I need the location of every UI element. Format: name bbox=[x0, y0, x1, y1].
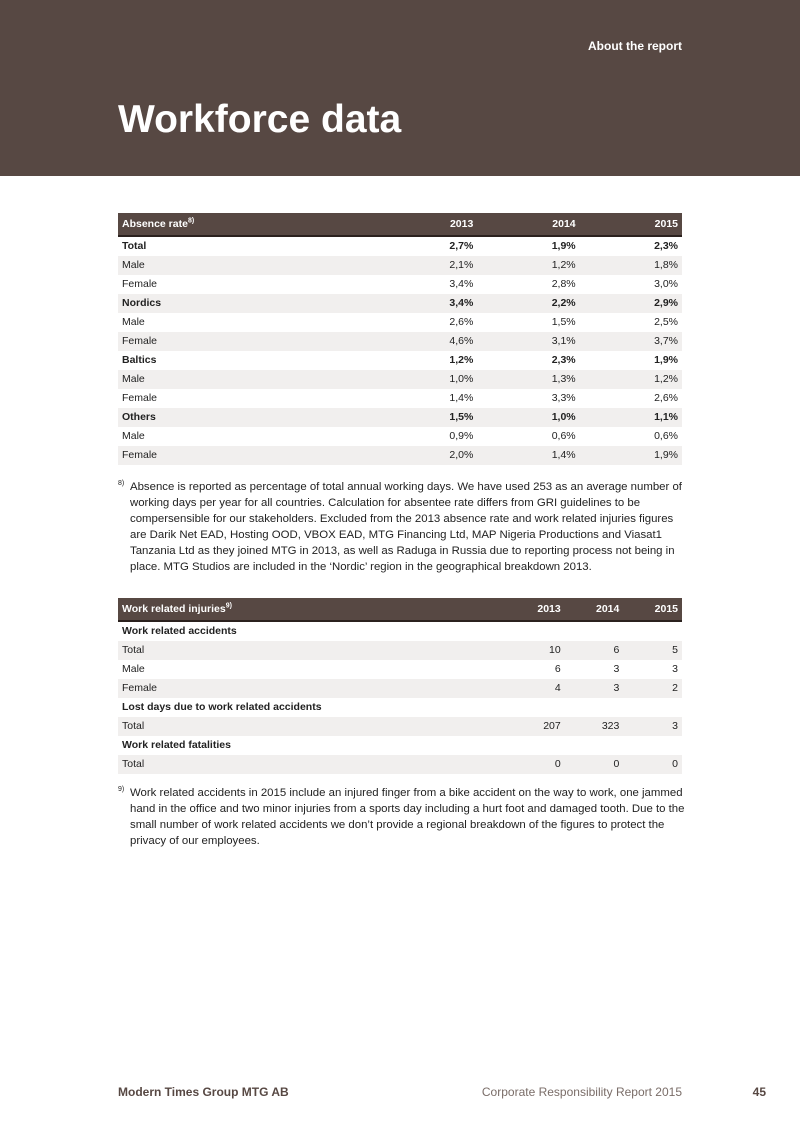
table-cell: 1,0% bbox=[375, 370, 477, 389]
row-label: Female bbox=[118, 679, 506, 698]
table-cell: 1,1% bbox=[580, 408, 682, 427]
table-cell: 2,1% bbox=[375, 256, 477, 275]
row-label: Female bbox=[122, 392, 158, 404]
row-label: Total bbox=[118, 717, 506, 736]
table-row bbox=[118, 736, 682, 755]
footnote-text: Absence is reported as percentage of total annual working days. We have used 253 as an average number of working days per year for all countries. Calculation for absentee rate differs from GRI guidelines to be compersensible for our stakeholders. Excluded from the 2013 absence rate and work related injuries figures are Darik Net EAD, Hosting OOD, VBOX EAD, MTG Financing Ltd, MAP Nigeria Productions and Viasat1 Tanzania Ltd as they joined MTG in 2013, as well as Raduga in Russia due to reporting process not being in place. MTG Studios are included in the ‘Nordic’ region in the geographical breakdown 2013. bbox=[130, 481, 682, 573]
row-label: Others bbox=[118, 408, 375, 427]
table-cell: 1,5% bbox=[375, 408, 477, 427]
row-label: Male bbox=[118, 256, 375, 275]
table-row bbox=[118, 621, 682, 641]
table-header-row bbox=[118, 213, 682, 236]
table-cell: 1,4% bbox=[477, 446, 579, 465]
table-cell: 1,5% bbox=[551, 316, 576, 328]
table-cell: 1,3% bbox=[477, 370, 579, 389]
footnote-marker: 8) bbox=[118, 480, 125, 487]
table-cell bbox=[506, 736, 565, 755]
table-row bbox=[118, 351, 682, 370]
year-header: 2015 bbox=[580, 213, 682, 236]
row-label: Work related fatalities bbox=[122, 739, 231, 751]
footnote-marker: 9) bbox=[118, 786, 125, 793]
table-cell: 2,0% bbox=[375, 446, 477, 465]
table-cell: 0 bbox=[506, 755, 565, 774]
table-cell: 3,0% bbox=[654, 278, 678, 290]
table-cell: 3 bbox=[565, 679, 624, 698]
year-header: 2014 bbox=[477, 213, 579, 236]
table-cell: 1,2% bbox=[477, 256, 579, 275]
table-cell: 10 bbox=[506, 641, 565, 660]
table-cell: 6 bbox=[554, 663, 561, 675]
table-row bbox=[118, 698, 682, 717]
table-cell bbox=[565, 736, 624, 755]
table-cell: 1,9% bbox=[551, 240, 576, 252]
table-cell: 1,2% bbox=[449, 354, 474, 366]
table-row bbox=[118, 236, 682, 256]
table-cell: 2,5% bbox=[654, 316, 678, 328]
row-label: Lost days due to work related accidents bbox=[122, 701, 322, 713]
table-cell: 2 bbox=[623, 679, 682, 698]
section-label: About the report bbox=[588, 39, 682, 53]
table-cell: 207 bbox=[506, 717, 565, 736]
table-row bbox=[118, 370, 682, 389]
absence-rate-table bbox=[118, 213, 682, 465]
row-label: Total bbox=[118, 641, 506, 660]
year-header: 2013 bbox=[375, 213, 477, 236]
table-cell: 2,3% bbox=[654, 240, 678, 252]
footnote-absence bbox=[118, 479, 686, 575]
table-cell: 0 bbox=[565, 755, 624, 774]
table-cell bbox=[565, 698, 624, 717]
table-row bbox=[118, 446, 682, 465]
table-cell: 2,3% bbox=[551, 354, 576, 366]
table-cell bbox=[623, 736, 682, 755]
table-cell: 4 bbox=[506, 679, 565, 698]
table-row bbox=[118, 275, 682, 294]
row-label: Male bbox=[122, 316, 145, 328]
row-label: Female bbox=[122, 278, 158, 290]
table-cell: 3 bbox=[672, 663, 678, 675]
footer-company: Modern Times Group MTG AB bbox=[118, 1085, 289, 1099]
table-row bbox=[118, 660, 682, 679]
table-row bbox=[118, 256, 682, 275]
table-row bbox=[118, 641, 682, 660]
table-row bbox=[118, 408, 682, 427]
table-cell: 1,2% bbox=[580, 370, 682, 389]
footnote-injuries bbox=[118, 785, 686, 849]
table-cell bbox=[623, 621, 682, 641]
table-cell: 3,4% bbox=[375, 294, 477, 313]
table-cell: 1,0% bbox=[477, 408, 579, 427]
table-cell: 1,8% bbox=[580, 256, 682, 275]
year-header: 2013 bbox=[506, 598, 565, 621]
row-label: Male bbox=[118, 370, 375, 389]
table-row bbox=[118, 332, 682, 351]
table-header-row bbox=[118, 598, 682, 621]
table-title: Work related injuries$^{9)}$ bbox=[118, 598, 506, 621]
table-cell bbox=[623, 698, 682, 717]
table-cell: 6 bbox=[565, 641, 624, 660]
work-related-injuries-table bbox=[118, 598, 682, 774]
table-cell: 3,3% bbox=[551, 392, 576, 404]
row-label: Female bbox=[118, 446, 375, 465]
row-label: Total bbox=[122, 240, 147, 252]
table-cell: 2,8% bbox=[551, 278, 576, 290]
table-cell: 323 bbox=[565, 717, 624, 736]
table-cell: 0,6% bbox=[551, 430, 576, 442]
table-row bbox=[118, 313, 682, 332]
row-label: Male bbox=[122, 430, 145, 442]
table-cell: 4,6% bbox=[375, 332, 477, 351]
year-header: 2014 bbox=[565, 598, 624, 621]
row-label: Work related accidents bbox=[122, 625, 237, 637]
row-label: Female bbox=[118, 332, 375, 351]
table-row bbox=[118, 717, 682, 736]
table-cell: 1,9% bbox=[580, 446, 682, 465]
footnote-text: Work related accidents in 2015 include an injured finger from a bike accident on the way to work, one jammed hand in the office and two minor injuries from a sports day including a hurt foot and damaged tooth. Due to the small number of work related accidents we don’t provide a regional breakdown of the figures to protect the privacy of our employees. bbox=[130, 787, 685, 847]
table-cell bbox=[506, 621, 565, 641]
table-cell: 2,2% bbox=[477, 294, 579, 313]
row-label: Nordics bbox=[118, 294, 375, 313]
table-cell: 2,6% bbox=[654, 392, 678, 404]
table-cell: 3,1% bbox=[477, 332, 579, 351]
table-row bbox=[118, 427, 682, 446]
footer-report-title: Corporate Responsibility Report 2015 bbox=[481, 1085, 682, 1099]
table-cell: 2,6% bbox=[449, 316, 474, 328]
table-row bbox=[118, 294, 682, 313]
table-cell: 0 bbox=[623, 755, 682, 774]
table-cell: 3,7% bbox=[580, 332, 682, 351]
table-cell: 3 bbox=[623, 717, 682, 736]
table-cell: 2,9% bbox=[580, 294, 682, 313]
table-cell bbox=[565, 621, 624, 641]
table-row bbox=[118, 755, 682, 774]
year-header: 2015 bbox=[623, 598, 682, 621]
page-header bbox=[0, 0, 800, 176]
page-title: Workforce data bbox=[118, 98, 402, 141]
page-number: 45 bbox=[752, 1085, 766, 1099]
table-cell: 3 bbox=[613, 663, 620, 675]
table-row bbox=[118, 389, 682, 408]
row-label: Baltics bbox=[122, 354, 157, 366]
table-cell bbox=[506, 698, 565, 717]
table-cell: 3,4% bbox=[449, 278, 474, 290]
table-cell: 1,9% bbox=[654, 354, 678, 366]
table-cell: 5 bbox=[623, 641, 682, 660]
table-cell: 1,4% bbox=[449, 392, 474, 404]
row-label: Male bbox=[122, 663, 145, 675]
row-label: Total bbox=[118, 755, 506, 774]
table-title: Absence rate$^{8)}$ bbox=[118, 213, 375, 236]
table-cell: 2,7% bbox=[449, 240, 474, 252]
table-row bbox=[118, 679, 682, 698]
table-cell: 0,6% bbox=[654, 430, 678, 442]
table-cell: 0,9% bbox=[449, 430, 474, 442]
